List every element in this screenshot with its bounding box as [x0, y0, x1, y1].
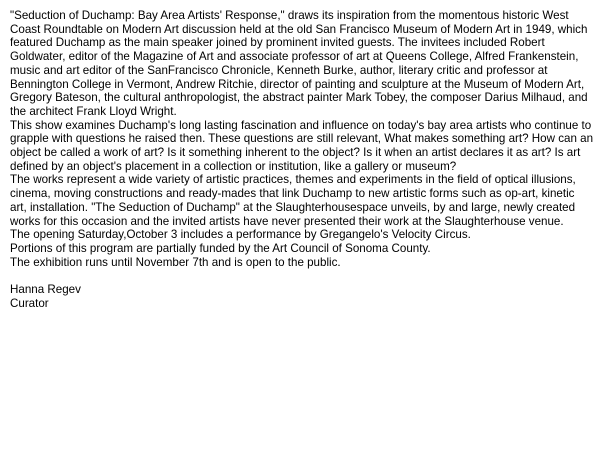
- signature-name: Hanna Regev: [10, 283, 81, 297]
- paragraph-works: The works represent a wide variety of artistic practices, themes and experiments in the field of optical illusions, cinema, moving constructions and ready-mades that link Duchamp to new artistic forms such as op-art, kinetic art, installation. "The Seduction of Duchamp" at the Slaughterhousespace unveils, by and large, newly created works for this occasion and the invited artists have never presented their work at the Slaughterhouse venue.: [10, 173, 576, 228]
- paragraph-funding: Portions of this program are partially funded by the Art Council of Sonoma County.: [10, 241, 431, 255]
- paragraph-intro: "Seduction of Duchamp: Bay Area Artists' Response," draws its inspiration from the momentous historic West Coast Roundtable on Modern Art discussion held at the old San Francisco Museum of Modern Art in 1949, which featured Duchamp as the main speaker joined by prominent invited guests. The invitees included Robert Goldwater, editor of the Magazine of Art and associate professor of art at Queens College, Alfred Frankenstein, music and art editor of the SanFrancisco Chronicle, Kenneth Burke, author, literary critic and professor at Bennington College in Vermont, Andrew Ritchie, director of painting and sculpture at the Museum of Modern Art, Gregory Bateson, the cultural anthropologist, the abstract painter Mark Tobey, the composer Darius Milhaud, and the architect Frank Lloyd Wright.: [10, 9, 588, 118]
- paragraph-exhibition-runs: The exhibition runs until November 7th and is open to the public.: [10, 255, 341, 269]
- paragraph-opening: The opening Saturday,October 3 includes a performance by Gregangelo's Velocity Circus.: [10, 228, 471, 242]
- paragraph-show-examines: This show examines Duchamp's long lasting fascination and influence on today's bay area artists who continue to grapple with questions he raised then. These questions are still relevant, What makes something art? How can an object be called a work of art? Is it something inherent to the object? Is it when an artist declares it as art? Is art defined by an object's placement in a collection or institution, like a gallery or museum?: [10, 118, 594, 173]
- document-body: [10, 9, 594, 310]
- blank-line: [10, 269, 594, 283]
- signature-title: Curator: [10, 296, 49, 310]
